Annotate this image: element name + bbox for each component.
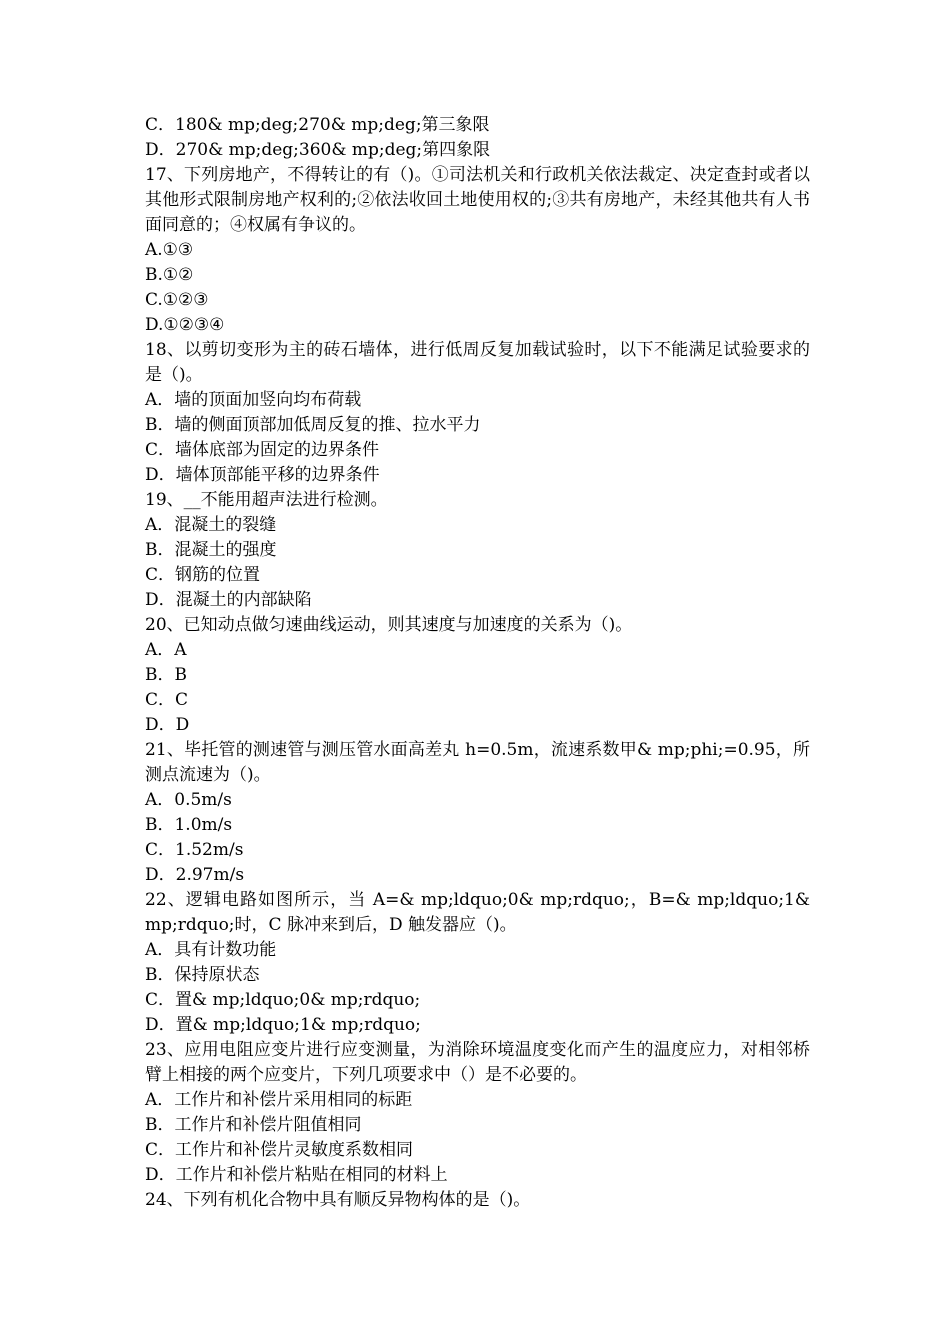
option-d-q16: D．270& mp;deg;360& mp;deg;第四象限 — [145, 140, 491, 160]
question-17: 17、下列房地产，不得转让的有（)。①司法机关和行政机关依法裁定、决定查封或者以其他形式限制房地产权利的;②依法收回土地使用权的;③共有房地产，未经其他共有人书面同意的；④权属有争议的。 — [145, 165, 810, 235]
option-c-q21: C．1.52m/s — [145, 840, 244, 860]
option-a-q17: A.①③ — [145, 240, 194, 260]
question-23: 23、应用电阻应变片进行应变测量，为消除环境温度变化而产生的温度应力，对相邻桥臂上相接的两个应变片，下列几项要求中（）是不必要的。 — [145, 1040, 810, 1085]
option-b-q23: B．工作片和补偿片阻值相同 — [145, 1115, 362, 1135]
option-c-q20: C．C — [145, 690, 189, 710]
option-b-q21: B．1.0m/s — [145, 815, 233, 835]
question-19: 19、__不能用超声法进行检测。 — [145, 490, 388, 510]
option-a-q19: A．混凝土的裂缝 — [145, 515, 277, 535]
option-b-q19: B．混凝土的强度 — [145, 540, 277, 560]
option-b-q17: B.①② — [145, 265, 194, 285]
option-b-q20: B．B — [145, 665, 187, 685]
option-d-q17: D.①②③④ — [145, 315, 225, 335]
option-d-q20: D．D — [145, 715, 190, 735]
option-a-q21: A．0.5m/s — [145, 790, 232, 810]
document-body — [145, 113, 810, 1213]
option-d-q22: D．置& mp;ldquo;1& mp;rdquo; — [145, 1015, 421, 1035]
option-a-q22: A．具有计数功能 — [145, 940, 277, 960]
option-c-q23: C．工作片和补偿片灵敏度系数相同 — [145, 1140, 414, 1160]
option-c-q19: C．钢筋的位置 — [145, 565, 261, 585]
question-24: 24、下列有机化合物中具有顺反异物构体的是（)。 — [145, 1190, 531, 1210]
option-c-q18: C．墙体底部为固定的边界条件 — [145, 440, 380, 460]
question-21: 21、毕托管的测速管与测压管水面高差丸 h=0.5m，流速系数甲& mp;phi;=0.95，所测点流速为（)。 — [145, 740, 810, 785]
option-a-q20: A．A — [145, 640, 187, 660]
option-d-q23: D．工作片和补偿片粘贴在相同的材料上 — [145, 1165, 448, 1185]
option-d-q19: D．混凝土的内部缺陷 — [145, 590, 312, 610]
option-c-q16: C．180& mp;deg;270& mp;deg;第三象限 — [145, 115, 490, 135]
option-b-q18: B．墙的侧面顶部加低周反复的推、拉水平力 — [145, 415, 481, 435]
option-c-q22: C．置& mp;ldquo;0& mp;rdquo; — [145, 990, 421, 1010]
option-c-q17: C.①②③ — [145, 290, 209, 310]
question-22: 22、逻辑电路如图所示，当 A=& mp;ldquo;0& mp;rdquo;，B=& mp;ldquo;1& mp;rdquo;时，C 脉冲来到后，D 触发器应（)。 — [145, 890, 810, 935]
option-d-q21: D．2.97m/s — [145, 865, 245, 885]
option-a-q23: A．工作片和补偿片采用相同的标距 — [145, 1090, 413, 1110]
option-a-q18: A．墙的顶面加竖向均布荷载 — [145, 390, 362, 410]
question-20: 20、已知动点做匀速曲线运动，则其速度与加速度的关系为（)。 — [145, 615, 633, 635]
option-b-q22: B．保持原状态 — [145, 965, 260, 985]
question-18: 18、以剪切变形为主的砖石墙体，进行低周反复加载试验时，以下不能满足试验要求的是（)。 — [145, 340, 810, 385]
option-d-q18: D．墙体顶部能平移的边界条件 — [145, 465, 380, 485]
